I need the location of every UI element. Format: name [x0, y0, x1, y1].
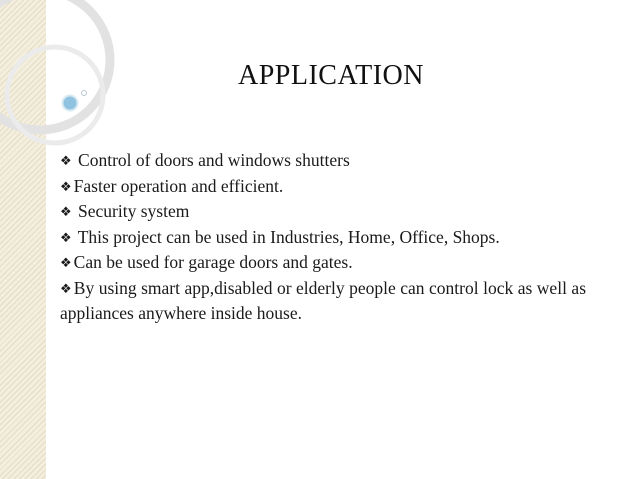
list-item-text: By using smart app,disabled or elderly people can control lock as well as appliances anywhere inside house. — [60, 277, 587, 323]
list-item — [60, 175, 586, 201]
diamond-bullet-icon: ❖ — [60, 256, 72, 271]
list-item-text: Faster operation and efficient. — [73, 175, 284, 196]
bullet-list — [60, 149, 586, 326]
list-item — [60, 149, 586, 175]
list-item-text: Control of doors and windows shutters — [73, 150, 350, 170]
list-item-text: This project can be used in Industries, Home, Office, Shops. — [73, 226, 500, 247]
list-item-text: Security system — [73, 201, 190, 221]
list-item — [60, 251, 586, 277]
list-item — [60, 277, 586, 326]
diamond-bullet-icon: ❖ — [60, 230, 72, 246]
diamond-bullet-icon: ❖ — [60, 205, 72, 220]
list-item-text: Can be used for garage doors and gates. — [73, 252, 353, 272]
diamond-bullet-icon: ❖ — [60, 154, 72, 169]
list-item — [60, 226, 586, 252]
slide-title: APPLICATION — [238, 60, 424, 91]
diamond-bullet-icon: ❖ — [60, 179, 72, 195]
list-item — [60, 200, 586, 226]
diamond-bullet-icon: ❖ — [60, 281, 72, 297]
